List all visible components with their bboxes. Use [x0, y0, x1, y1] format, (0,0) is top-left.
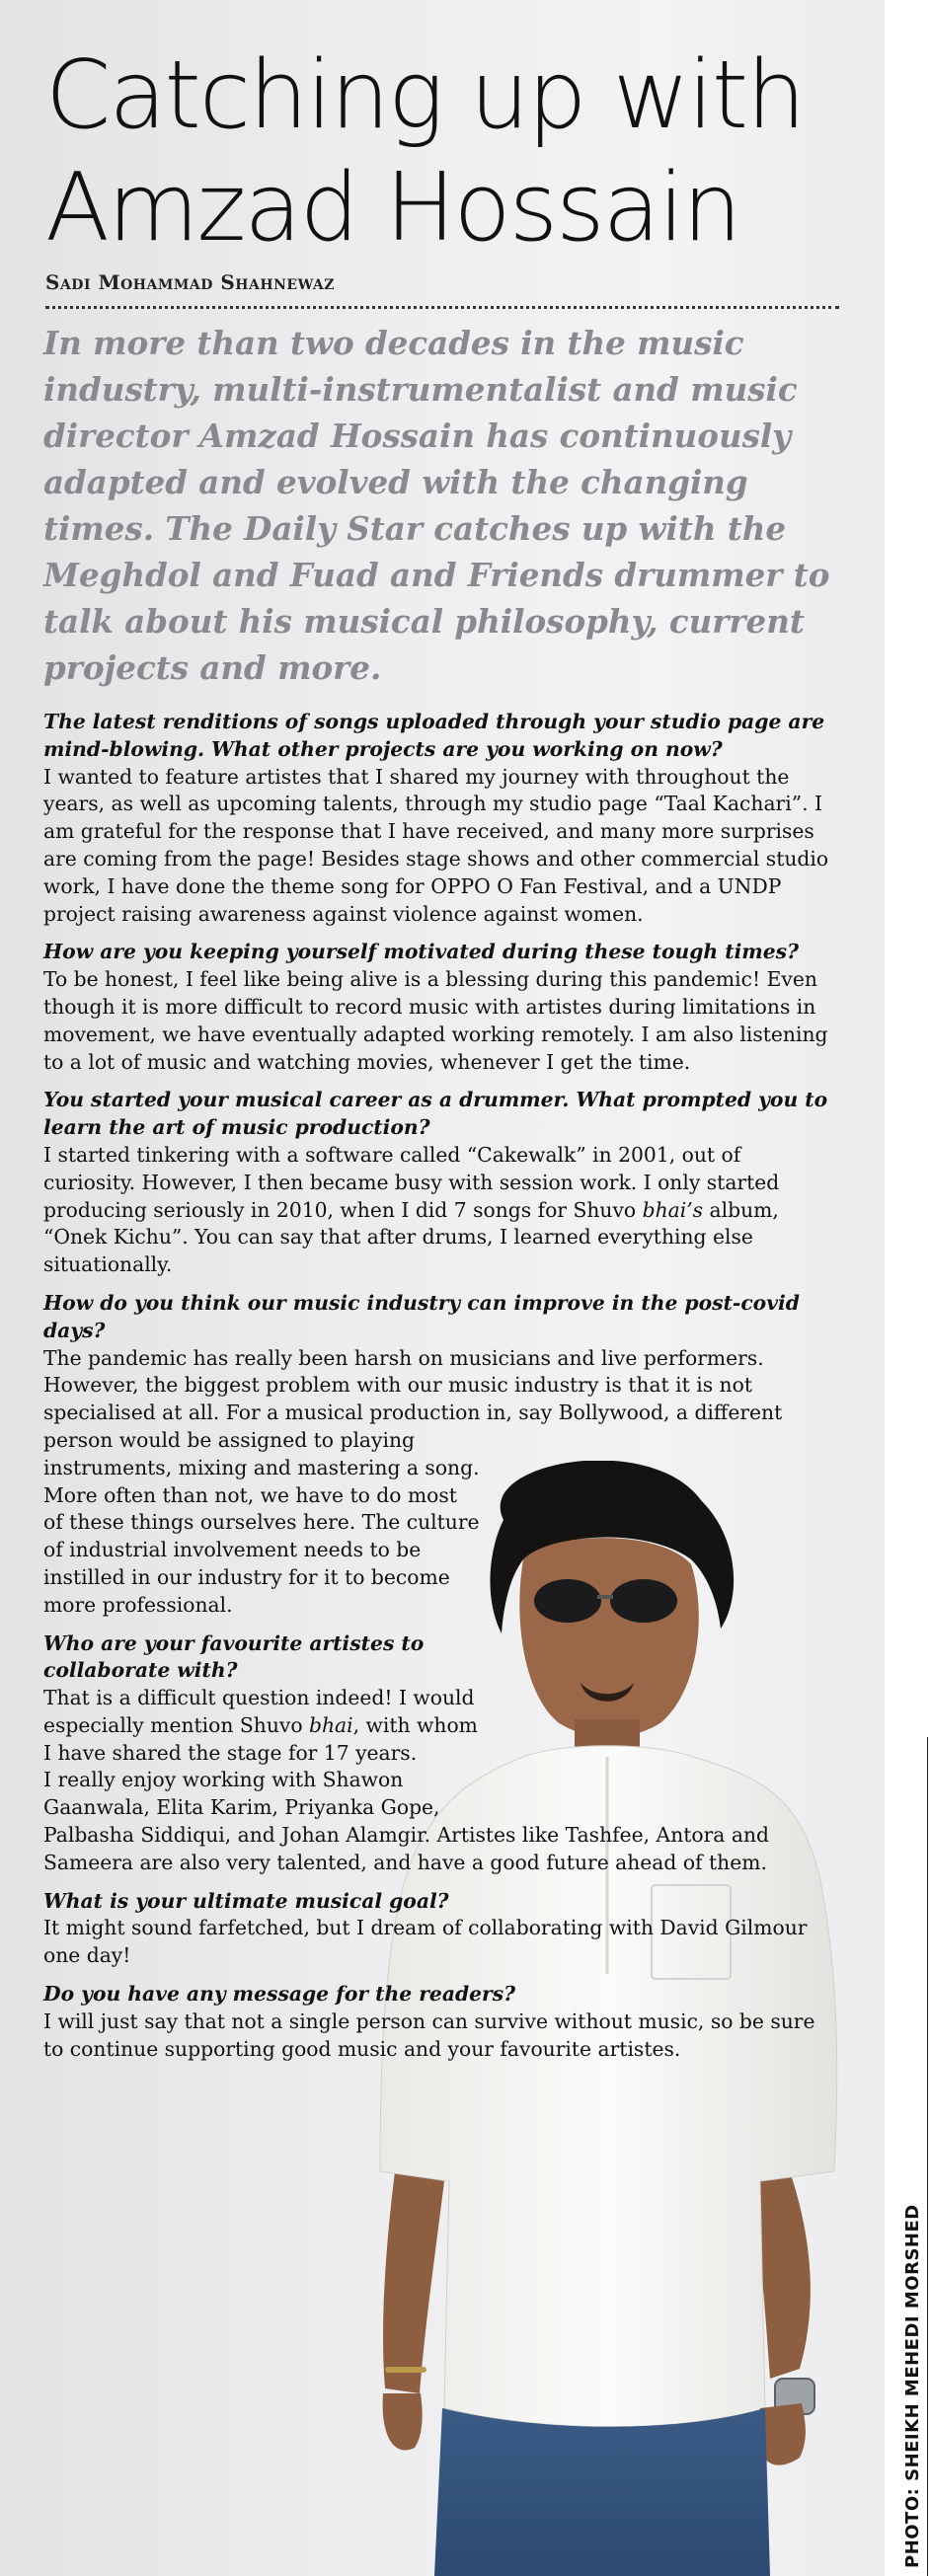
question-3: You started your musical career as a drummer. What prompted you to learn the art of music production?: [43, 1088, 828, 1140]
question-1: The latest renditions of songs uploaded through your studio page are mind-blowing. What other projects are you working on now?: [43, 710, 825, 761]
answer-5-continued: I really enjoy working with Shawon Gaanwala, Elita Karim, Priyanka Gope, Palbasha Siddiqui, and Johan Alamgir. Artistes like Tashfee, Antora and Sameera are also very talented, and have a good future ahead of them.: [43, 1768, 769, 1874]
question-7: Do you have any message for the readers?: [43, 1982, 516, 2007]
side-rule: [927, 1737, 928, 2576]
answer-2: To be honest, I feel like being alive is a blessing during this pandemic! Even though it is more difficult to record music with artistes during limitations in movement, we have eventually adapted working remotely. I am also listening to a lot of music and watching movies, whenever I get the time.: [43, 967, 828, 1074]
photo-credit: PHOTO: SHEIKH MEHEDI MORSHED: [902, 2204, 923, 2568]
answer-5: That is a difficult question indeed! I would especially mention Shuvo bhai, with whom I have shared the stage for 17 years.: [43, 1686, 478, 1765]
headline-line-2: Amzad Hossain: [45, 154, 740, 263]
question-2: How are you keeping yourself motivated during these tough times?: [43, 940, 799, 964]
answer-4: The pandemic has really been harsh on musicians and live performers. However, the biggest problem with our music industry is that it is not specialised at all. For a musical production in, say Bollywood, a different person would be assigned to playing instruments, mixing and mastering a song. More often than not, we have to do most of these things ourselves here. The culture of industrial involvement needs to be instilled in our industry for it to become more professional.: [43, 1345, 783, 1617]
answer-3: I started tinkering with a software called “Cakewalk” in 2001, out of curiosity. However, I then became busy with session work. I only started producing seriously in 2010, when I did 7 songs for Shuvo bhai’s album, “Onek Kichu”. You can say that after drums, I learned everything else situationally.: [43, 1142, 780, 1277]
intro-standfirst: In more than two decades in the music industry, multi-instrumentalist and music director Amzad Hossain has continuously adapted and evolved with the changing times. The Daily Star catches up with the Meghdol and Fuad and Friends drummer to talk about his musical philosophy, current projects and more.: [43, 324, 830, 687]
question-5: Who are your favourite artistes to collaborate with?: [43, 1630, 425, 1683]
byline: Sadi Mohammad Shahnewaz: [45, 270, 335, 294]
answer-1: I wanted to feature artistes that I shared my journey with throughout the years, as well as upcoming talents, through my studio page “Taal Kachari”. I am grateful for the response that I have received, and many more surprises are coming from the page! Besides stage shows and other commercial studio work, I have done the theme song for OPPO O Fan Festival, and a UNDP project raising awareness against violence against women.: [43, 764, 829, 926]
left-arm: [383, 2171, 444, 2393]
question-6: What is your ultimate musical goal?: [43, 1888, 449, 1913]
headline-line-1: Catching up with: [45, 41, 805, 150]
headline: [45, 39, 855, 265]
article-body: [43, 709, 835, 2074]
dotted-divider: [45, 306, 839, 309]
answer-7: I will just say that not a single person can survive without music, so be sure to continue supporting good music and your favourite artistes.: [43, 2008, 815, 2061]
question-4: How do you think our music industry can improve in the post-covid days?: [43, 1290, 800, 1342]
jeans: [434, 2408, 770, 2576]
answer-6: It might sound farfetched, but I dream of collaborating with David Gilmour one day!: [43, 1916, 808, 1968]
